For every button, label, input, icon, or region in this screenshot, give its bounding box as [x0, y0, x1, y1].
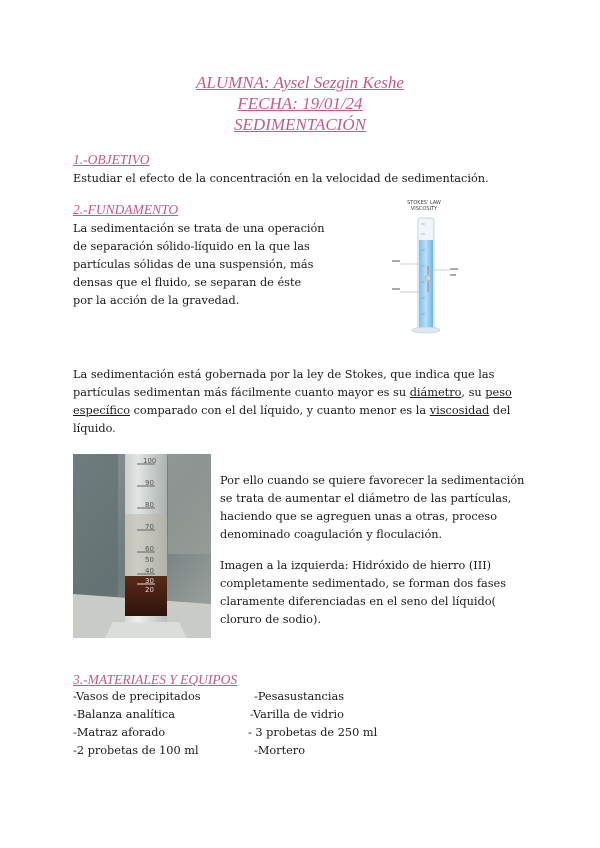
stokes-line — [73, 384, 533, 402]
fundamento-line: densas que el fluido, se separan de éste — [73, 276, 302, 289]
title-block — [0, 72, 600, 135]
stokes-line: líquido. — [73, 422, 116, 435]
para-line: cloruro de sodio). — [220, 613, 321, 626]
stokes-paragraph — [73, 366, 533, 438]
page-title: SEDIMENTACIÓN — [234, 115, 366, 134]
materials-item: -Pesasustancias — [254, 690, 345, 703]
para-line: claramente diferenciadas en el seno del líquido( — [220, 595, 496, 608]
figure-caption — [388, 200, 460, 212]
para-line: denominado coagulación y floculación. — [220, 528, 443, 541]
figure-caption-line: VISCOSITY — [410, 206, 438, 212]
student-name: ALUMNA: Aysel Sezgin Keshe — [196, 73, 404, 92]
stokes-law-figure — [388, 200, 460, 340]
fundamento-heading: 2.-FUNDAMENTO — [73, 202, 179, 217]
materials-item: -Balanza analítica — [73, 708, 175, 721]
underlined-term: específico — [73, 404, 131, 417]
report-date: FECHA: 19/01/24 — [237, 94, 363, 113]
stokes-text: , su — [461, 386, 486, 399]
photo-mark: 90 — [145, 479, 154, 487]
stokes-text: del — [489, 404, 511, 417]
fundamento-line: La sedimentación se trata de una operación — [73, 222, 325, 235]
graduated-cylinder-diagram — [388, 200, 460, 340]
photo-mark: 100 — [143, 457, 157, 465]
image-caption-paragraph — [220, 557, 540, 629]
stokes-text: partículas sedimentan más fácilmente cuanto mayor es su — [73, 386, 410, 399]
materials-item: -Matraz aforado — [73, 726, 166, 739]
fundamento-line: de separación sólido-líquido en la que las — [73, 240, 310, 253]
materials-item: -2 probetas de 100 ml — [73, 744, 199, 757]
underlined-term: diámetro — [409, 386, 462, 399]
fundamento-line: por la acción de la gravedad. — [73, 294, 240, 307]
fundamento-paragraph — [73, 220, 373, 310]
stokes-line: La sedimentación está gobernada por la ley de Stokes, que indica que las — [73, 368, 495, 381]
materials-item: - 3 probetas de 250 ml — [248, 726, 378, 739]
underlined-term: viscosidad — [429, 404, 490, 417]
photo-mark: 20 — [145, 586, 154, 594]
photo-mark: 30 — [145, 577, 154, 585]
photo-mark: 70 — [145, 523, 154, 531]
sedimentation-photo — [73, 454, 211, 638]
objective-heading: 1.-OBJETIVO — [73, 152, 150, 167]
materials-heading: 3.-MATERIALES Y EQUIPOS — [73, 672, 238, 687]
photo-mark: 50 — [145, 556, 154, 564]
para-line: haciendo que se agreguen unas a otras, proceso — [220, 510, 498, 523]
photo-mark: 60 — [145, 545, 154, 553]
para-line: completamente sedimentado, se forman dos fases — [220, 577, 507, 590]
photo-mark: 40 — [145, 567, 154, 575]
photo-illustration — [73, 454, 211, 638]
stokes-line — [73, 402, 533, 420]
objective-text: Estudiar el efecto de la concentración en la velocidad de sedimentación. — [73, 172, 489, 185]
photo-mark: 80 — [145, 501, 154, 509]
materials-item: -Varilla de vidrio — [250, 708, 344, 721]
para-line: Imagen a la izquierda: Hidróxido de hierro (III) — [220, 559, 492, 572]
figure-caption-line: STOKES' LAW — [407, 200, 441, 206]
materials-item: -Mortero — [254, 744, 306, 757]
stokes-text: comparado con el del líquido, y cuanto menor es la — [130, 404, 430, 417]
para-line: se trata de aumentar el diámetro de las partículas, — [220, 492, 512, 505]
para-line: Por ello cuando se quiere favorecer la sedimentación — [220, 474, 525, 487]
underlined-term: peso — [485, 386, 512, 399]
materials-item: -Vasos de precipitados — [73, 690, 201, 703]
favor-sedimentation-paragraph — [220, 472, 540, 544]
fundamento-line: partículas sólidas de una suspensión, más — [73, 258, 314, 271]
